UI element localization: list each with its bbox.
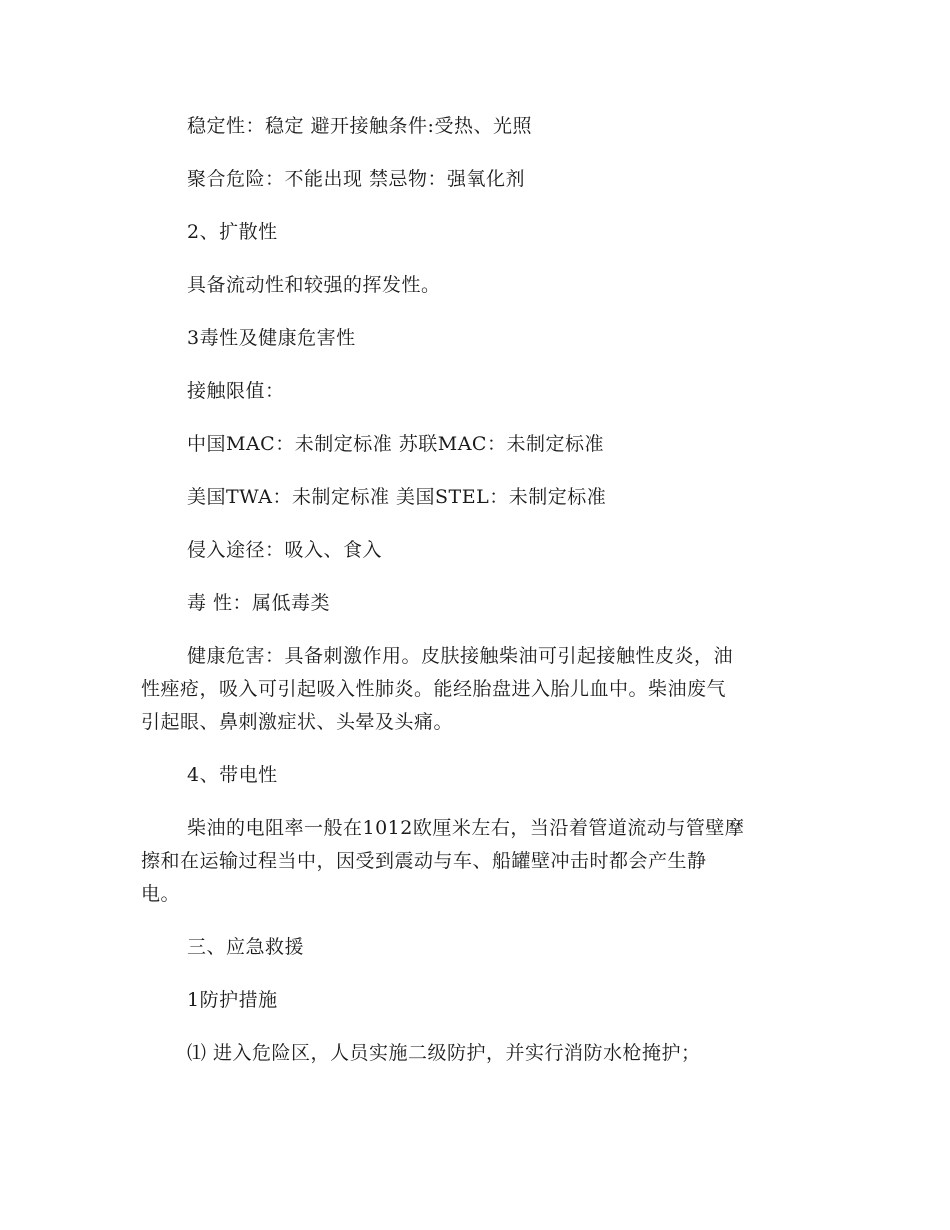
health-hazard-line: 引起眼、鼻刺激症状、头晕及头痛。 [141,711,454,733]
static-line: 柴油的电阻率一般在1012欧厘米左右，当沿着管道流动与管壁摩 [187,817,745,839]
heading-emergency: 三、应急救援 [187,936,305,958]
usa-twa-line: 美国TWA：未制定标准 美国STEL：未制定标准 [187,486,607,508]
static-line: 电。 [141,883,181,905]
static-paragraph [141,812,803,911]
diffusion-text: 具备流动性和较强的挥发性。 [187,274,441,296]
heading-diffusion: 2、扩散性 [187,221,278,243]
stability-line: 稳定性：稳定 避开接触条件:受热、光照 [187,115,532,137]
heading-static: 4、带电性 [187,764,278,786]
heading-toxicity: 3毒性及健康危害性 [187,327,356,349]
protection-item-1: ⑴ 进入危险区，人员实施二级防护，并实行消防水枪掩护； [187,1042,701,1064]
heading-protection: 1防护措施 [187,989,278,1011]
document-content [141,110,803,1090]
polymerization-line: 聚合危险：不能出现 禁忌物：强氧化剂 [187,168,526,190]
toxicity-line: 毒 性：属低毒类 [187,592,331,614]
exposure-limits-label: 接触限值： [187,380,285,402]
china-mac-line: 中国MAC：未制定标准 苏联MAC：未制定标准 [187,433,604,455]
health-hazard-line: 健康危害：具备刺激作用。皮肤接触柴油可引起接触性皮炎，油 [187,645,734,667]
route-line: 侵入途径：吸入、食入 [187,539,383,561]
health-hazard-line: 性痤疮，吸入可引起吸入性肺炎。能经胎盘进入胎儿血中。柴油废气 [141,678,727,700]
health-hazard-paragraph [141,640,803,739]
static-line: 擦和在运输过程当中，因受到震动与车、船罐壁冲击时都会产生静 [141,850,707,872]
